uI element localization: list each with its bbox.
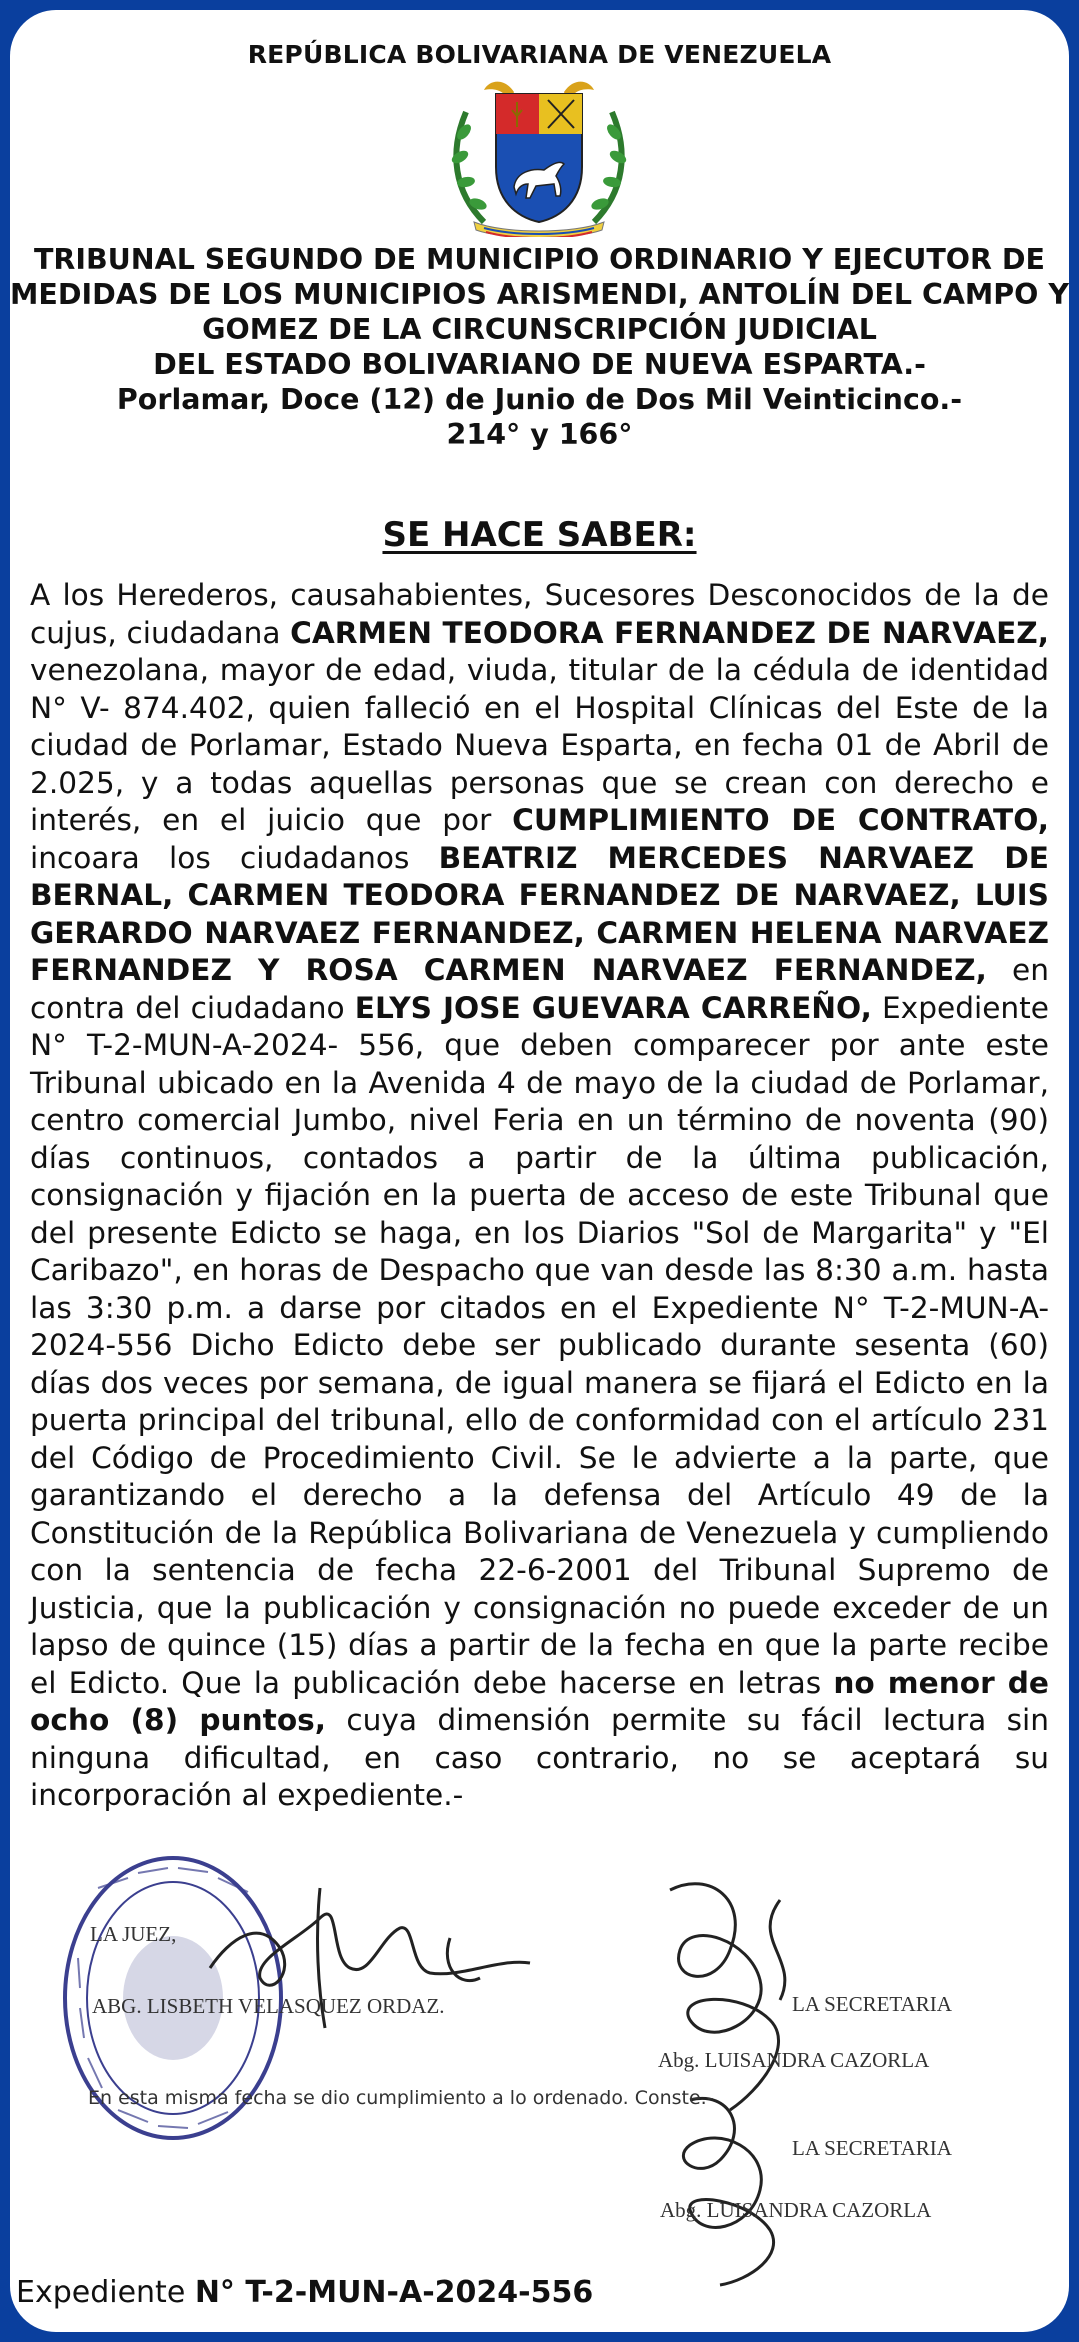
secretary-name: Abg. LUISANDRA CAZORLA	[660, 2198, 932, 2222]
body-bold-plaintiffs: BEATRIZ MERCEDES NARVAEZ DE BERNAL, CARMEN TEODORA FERNANDEZ DE NARVAEZ, LUIS GERARDO NARVAEZ FERNANDEZ, CARMEN HELENA NARVAEZ FERNANDEZ Y ROSA CARMEN NARVAEZ FERNANDEZ,	[30, 840, 1049, 987]
body-bold-claim: CUMPLIMIENTO DE CONTRATO,	[512, 803, 1049, 837]
footer-case-number	[16, 2275, 593, 2310]
secretary-name: Abg. LUISANDRA CAZORLA	[658, 2048, 930, 2072]
tribunal-line: MEDIDAS DE LOS MUNICIPIOS ARISMENDI, ANTOLÍN DEL CAMPO Y	[10, 278, 1069, 311]
body-text: A los Herederos, causahabientes, Sucesores Desconocidos de la de cujus, ciudadana	[30, 578, 1049, 650]
footer-number: N° T-2-MUN-A-2024-556	[194, 2275, 594, 2310]
tribunal-line: GOMEZ DE LA CIRCUNSCRIPCIÓN JUDICIAL	[202, 313, 877, 346]
body-bold-defendant: ELYS JOSE GUEVARA CARREÑO,	[354, 990, 872, 1025]
judge-name: ABG. LISBETH VELASQUEZ ORDAZ.	[92, 1994, 445, 2018]
judge-title: LA JUEZ,	[90, 1922, 177, 1946]
body-text: venezolana, mayor de edad, viuda, titular de la cédula de identidad N° V- 874.402, quien falleció en el Hospital Clínicas del Este de la ciudad de Porlamar, Estado Nueva Esparta, en fecha 01 de Abril de 2.025, y a todas aquellas personas que se crean con derecho e interés, en el juicio que por	[30, 653, 1049, 837]
compliance-note: En esta misma fecha se dio cumplimiento a lo ordenado. Conste.-	[88, 2087, 714, 2109]
body-bold-deceased: CARMEN TEODORA FERNANDEZ DE NARVAEZ,	[290, 615, 1049, 650]
body-text: incoara los ciudadanos	[30, 840, 439, 875]
edict-card	[10, 10, 1069, 2332]
secretary-title: LA SECRETARIA	[792, 2136, 952, 2160]
date-line: Porlamar, Doce (12) de Junio de Dos Mil Veinticinco.-	[116, 383, 963, 416]
secretary-title: LA SECRETARIA	[792, 1992, 952, 2016]
notice-title: SE HACE SABER:	[382, 515, 697, 555]
secretary-signature-icon	[630, 2090, 830, 2290]
republic-heading: REPÚBLICA BOLIVARIANA DE VENEZUELA	[247, 40, 832, 69]
tribunal-line: TRIBUNAL SEGUNDO DE MUNICIPIO ORDINARIO Y EJECUTOR DE	[33, 243, 1046, 276]
body-text: Expediente N° T-2-MUN-A-2024- 556, que deben comparecer por ante este Tribunal ubicado en la Avenida 4 de mayo de la ciudad de Porlamar, centro comercial Jumbo, nivel Feria en un término de noventa (90) días continuos, contados a partir de la última publicación, consignación y fijación en la puerta de acceso de este Tribunal que del presente Edicto se haga, en los Diarios "Sol de Margarita" y "El Caribazo", en horas de Despacho que van desde las 8:30 a.m. hasta las 3:30 p.m. a darse por citados en el Expediente N° T-2-MUN-A-2024-556 Dicho Edicto debe ser publicado durante sesenta (60) días dos veces por semana, de igual manera se fijará el Edicto en la puerta principal del tribunal, ello de conformidad con el artículo 231 del Código de Procedimiento Civil. Se le advierte a la parte, que garantizando el derecho a la defensa del Artículo 49 de la Constitución de la República Bolivariana de Venezuela y cumpliendo con la sentencia de fecha 22-6-2001 del Tribunal Supremo de Justicia, que la publicación y consignación no puede exceder de un lapso de quince (15) días a partir de la fecha en que la parte recibe el Edicto. Que la publicación debe hacerse en letras	[30, 990, 1049, 1700]
body-text: en contra del ciudadano	[30, 953, 1049, 1025]
edict-body	[30, 577, 1049, 1815]
body-text: cuya dimensión permite su fácil lectura sin ninguna dificultad, en caso contrario, no se aceptará su incorporación al expediente.-	[30, 1703, 1049, 1812]
tribunal-heading	[10, 242, 1069, 452]
venezuela-coat-of-arms-icon	[444, 72, 634, 237]
years-line: 214° y 166°	[446, 418, 633, 451]
body-bold-font-size: no menor de ocho (8) puntos,	[30, 1665, 1050, 1737]
footer-label: Expediente	[16, 2275, 195, 2310]
tribunal-line: DEL ESTADO BOLIVARIANO DE NUEVA ESPARTA.-	[153, 348, 926, 381]
